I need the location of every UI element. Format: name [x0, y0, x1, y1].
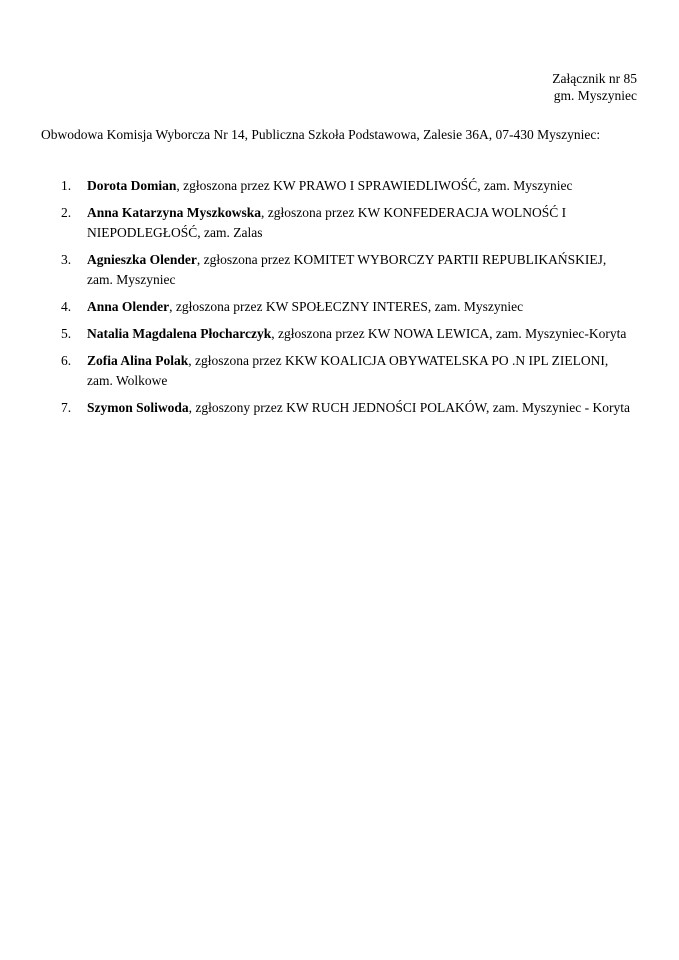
member-name: Szymon Soliwoda [87, 400, 189, 415]
list-item [41, 324, 631, 344]
list-item [41, 203, 631, 243]
member-details: , zgłoszony przez KW RUCH JEDNOŚCI POLAKÓW, zam. Myszyniec - Koryta [188, 400, 630, 415]
member-name: Dorota Domian [87, 178, 177, 193]
item-number: 7. [61, 400, 72, 415]
member-details: , zgłoszona przez KKW KOALICJA OBYWATELSKA PO .N IPL ZIELONI, zam. Wolkowe [87, 353, 609, 388]
item-number: 3. [61, 252, 72, 267]
member-list [41, 176, 631, 425]
member-name: Natalia Magdalena Płocharczyk [87, 326, 272, 341]
member-details: , zgłoszona przez KW PRAWO I SPRAWIEDLIWOŚĆ, zam. Myszyniec [176, 178, 573, 193]
item-number: 6. [61, 353, 72, 368]
list-item [41, 398, 631, 418]
list-item [41, 351, 631, 391]
annex-header [552, 70, 637, 104]
member-details: , zgłoszona przez KW NOWA LEWICA, zam. Myszyniec-Koryta [271, 326, 627, 341]
list-item [41, 250, 631, 290]
member-name: Anna Olender [87, 299, 170, 314]
member-name: Zofia Alina Polak [87, 353, 189, 368]
item-number: 1. [61, 178, 72, 193]
list-item [41, 297, 631, 317]
member-details: , zgłoszona przez KW SPOŁECZNY INTERES, zam. Myszyniec [169, 299, 524, 314]
member-details: , zgłoszona przez KW KONFEDERACJA WOLNOŚĆ I NIEPODLEGŁOŚĆ, zam. Zalas [87, 205, 567, 240]
member-name: Agnieszka Olender [87, 252, 197, 267]
annex-municipality: gm. Myszyniec [553, 88, 637, 103]
list-item [41, 176, 631, 196]
item-number: 2. [61, 205, 72, 220]
member-details: , zgłoszona przez KOMITET WYBORCZY PARTII REPUBLIKAŃSKIEJ, zam. Myszyniec [87, 252, 607, 287]
item-number: 4. [61, 299, 72, 314]
item-number: 5. [61, 326, 72, 341]
commission-title: Obwodowa Komisja Wyborcza Nr 14, Publiczna Szkoła Podstawowa, Zalesie 36A, 07-430 Myszyniec: [41, 127, 601, 142]
member-name: Anna Katarzyna Myszkowska [87, 205, 262, 220]
annex-number: Załącznik nr 85 [552, 71, 637, 86]
